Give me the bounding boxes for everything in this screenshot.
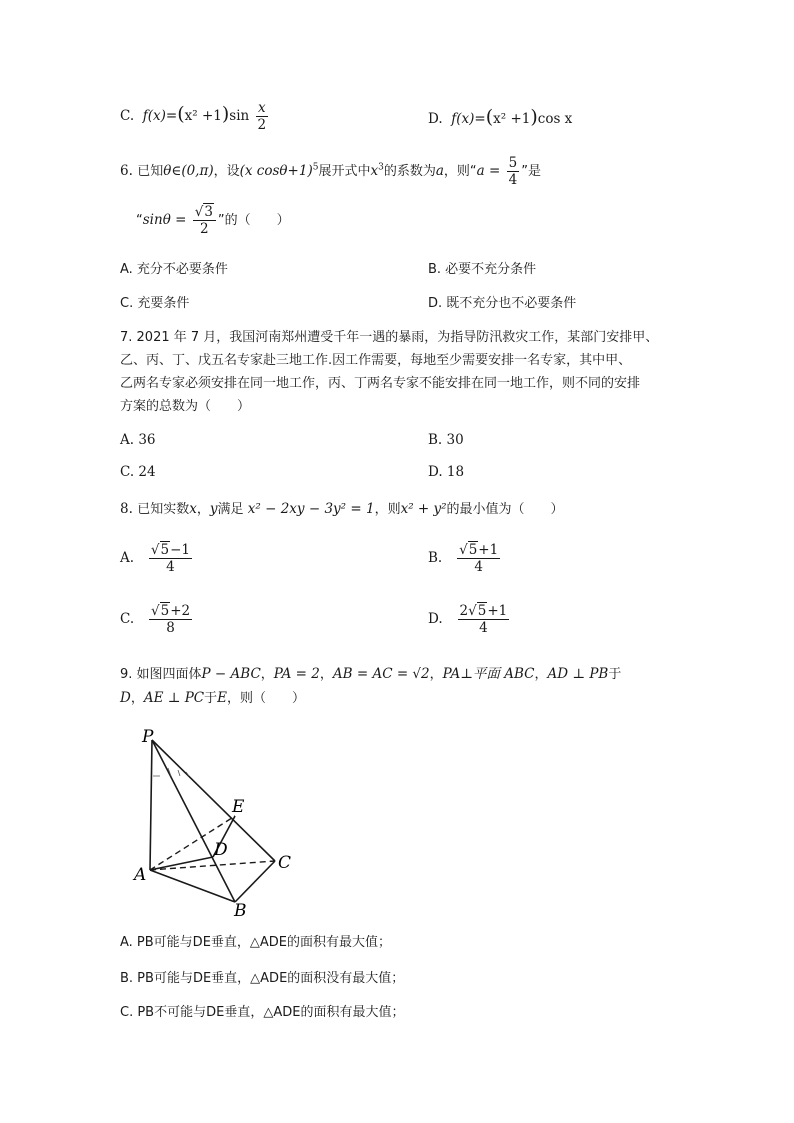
- q5-option-d-cos: cos x: [537, 111, 573, 127]
- q7-option-b: B. 30: [428, 432, 464, 448]
- q5-option-c-func: f(x)=: [142, 108, 178, 124]
- q6-fraction-5-4: $\frac{5}{4}$: [508, 155, 518, 188]
- q8-option-b-fraction: $\frac{√5+1}{4}$: [459, 542, 499, 575]
- q8-option-a-fraction: $\frac{√5-1}{4}$: [150, 542, 191, 575]
- q6-intro: 已知: [137, 164, 164, 179]
- q6-stem-line2: [136, 204, 290, 237]
- q9-option-b: B. PB可能与DE垂直，△ADE的面积没有最大值；: [120, 971, 405, 986]
- q5-option-d-paren: x² +1: [493, 111, 531, 127]
- q7-stem-line2: 乙、丙、丁、戊五名专家赴三地工作.因工作需要，每地至少需要安排一名专家，其中甲、: [120, 353, 632, 368]
- q9-line2-b: ，: [130, 691, 144, 706]
- q8-option-a: [120, 542, 194, 575]
- q5-option-d: D. f(x)=(x² +1)cos x: [428, 106, 573, 128]
- label-d: D: [214, 840, 228, 860]
- q6-binomial: (x cosθ+1): [239, 163, 313, 179]
- q6-option-b: B. 必要不充分条件: [428, 262, 537, 277]
- q8-intro: 已知实数: [137, 502, 190, 517]
- q9-option-a: A. PB可能与DE垂直，△ADE的面积有最大值；: [120, 935, 392, 950]
- q6-option-c: C. 充要条件: [120, 296, 190, 311]
- q8-x: x: [189, 501, 197, 517]
- q6-a-eq: a =: [476, 163, 501, 179]
- label-b: B: [234, 901, 247, 920]
- q9-perp2: AD ⊥ PB: [547, 666, 609, 682]
- q8-option-c-letter: C.: [120, 611, 135, 627]
- q6-fraction-sqrt3-2: $\frac{√3}{2}$: [193, 204, 216, 237]
- q6-mid3: 的系数为: [383, 164, 436, 179]
- label-e: E: [232, 797, 245, 817]
- q5-option-d-letter: D.: [428, 111, 443, 127]
- edge-bc: [235, 861, 275, 902]
- q8-target: x² + y²: [400, 501, 447, 517]
- q5-option-d-func: f(x)=: [451, 111, 486, 127]
- q9-perp3: AE ⊥ PC: [143, 690, 205, 706]
- q6-mid2: 展开式中: [318, 164, 371, 179]
- q9-abac: AB = AC = √2: [332, 666, 430, 682]
- q8-mid: ，则: [374, 502, 401, 517]
- q5-option-c-sin: sin: [229, 108, 250, 124]
- q9-line2-e: E: [217, 690, 228, 706]
- q5-option-c-paren: x² +1: [184, 108, 222, 124]
- q8-sep: ，: [196, 502, 210, 517]
- q8-equation: x² − 2xy − 3y² = 1: [247, 501, 375, 517]
- edge-pa: [150, 740, 152, 870]
- q6-number: 6.: [120, 163, 133, 179]
- label-p: P: [142, 727, 154, 747]
- q7-stem-line1: 7. 2021 年 7 月，我国河南郑州遭受千年一遇的暴雨，为指导防汛救灾工作，某部门安排甲、: [120, 330, 659, 345]
- q8-stem: [120, 500, 564, 519]
- q6-mid4: ，则“: [443, 164, 477, 179]
- q9-tetrahedron-figure: [120, 720, 310, 920]
- q7-option-a: A. 36: [120, 432, 156, 448]
- q8-tail: 的最小值为（ ）: [446, 502, 564, 517]
- q7-stem-line3: 乙两名专家必须安排在同一地工作，丙、丁两名专家不能安排在同一地工作，则不同的安排: [120, 376, 641, 391]
- q8-y: y: [209, 501, 218, 517]
- q6-line2-pre: “: [136, 213, 143, 228]
- q8-option-b: [428, 542, 502, 575]
- q9-pa: PA = 2: [273, 666, 320, 682]
- q8-option-d-fraction: $\frac{2√5+1}{4}$: [459, 603, 508, 636]
- q9-line2-tail: ，则（ ）: [227, 691, 306, 706]
- q8-option-c: [120, 603, 194, 636]
- q6-stem-line1: [120, 155, 541, 188]
- edge-ab: [150, 870, 235, 902]
- q6-mid1: ，设: [213, 164, 240, 179]
- q9-line1-c: ，: [319, 667, 333, 682]
- q9-stem-line2: [120, 689, 305, 708]
- q9-line1-a: 9. 如图四面体: [120, 667, 202, 682]
- q8-option-d: [428, 603, 511, 636]
- q9-line1-e: ，: [534, 667, 548, 682]
- q7-option-c: C. 24: [120, 464, 156, 480]
- q6-theta-range: θ∈(0,π): [163, 163, 214, 179]
- q6-mid5: ”是: [521, 164, 541, 179]
- q8-cond-label: 满足: [217, 502, 244, 517]
- q6-a-var: a: [435, 163, 444, 179]
- q9-line1-b: ，: [260, 667, 274, 682]
- q6-sin-eq: sinθ =: [142, 212, 187, 228]
- q8-option-b-letter: B.: [428, 550, 443, 566]
- q6-x3: x: [370, 163, 379, 179]
- q6-x3-exp: 3: [378, 162, 384, 173]
- q8-number: 8.: [120, 501, 133, 517]
- label-a: A: [134, 865, 147, 885]
- q8-option-c-fraction: $\frac{√5+2}{8}$: [151, 603, 191, 636]
- q7-option-d: D. 18: [428, 464, 465, 480]
- q5-option-c: C. f(x)=(x² +1)sin $\frac{x}{2}$: [120, 100, 267, 133]
- q5-option-c-fraction: $\frac{x}{2}$: [257, 100, 267, 133]
- q9-perp1: PA⊥平面 ABC: [442, 666, 535, 682]
- edge-pb: [152, 740, 235, 902]
- q6-option-d: D. 既不充分也不必要条件: [428, 296, 577, 311]
- q9-option-c: C. PB不可能与DE垂直，△ADE的面积有最大值；: [120, 1005, 405, 1020]
- q8-option-a-letter: A.: [120, 550, 135, 566]
- q6-option-a: A. 充分不必要条件: [120, 262, 228, 277]
- q8-option-d-letter: D.: [428, 611, 443, 627]
- q5-option-c-letter: C.: [120, 108, 135, 124]
- q9-line2-c: 于: [204, 691, 218, 706]
- q9-line2-d: D: [120, 690, 131, 706]
- q6-line2-post: ”的（ ）: [217, 213, 290, 228]
- q9-line1-f: 于: [608, 667, 622, 682]
- q6-exp: 5: [312, 162, 319, 173]
- label-c: C: [278, 853, 292, 873]
- q7-stem-line4: 方案的总数为（ ）: [120, 399, 251, 414]
- q9-tetra: P − ABC: [201, 666, 261, 682]
- q9-stem-line1: [120, 665, 621, 684]
- q9-line1-d: ，: [429, 667, 443, 682]
